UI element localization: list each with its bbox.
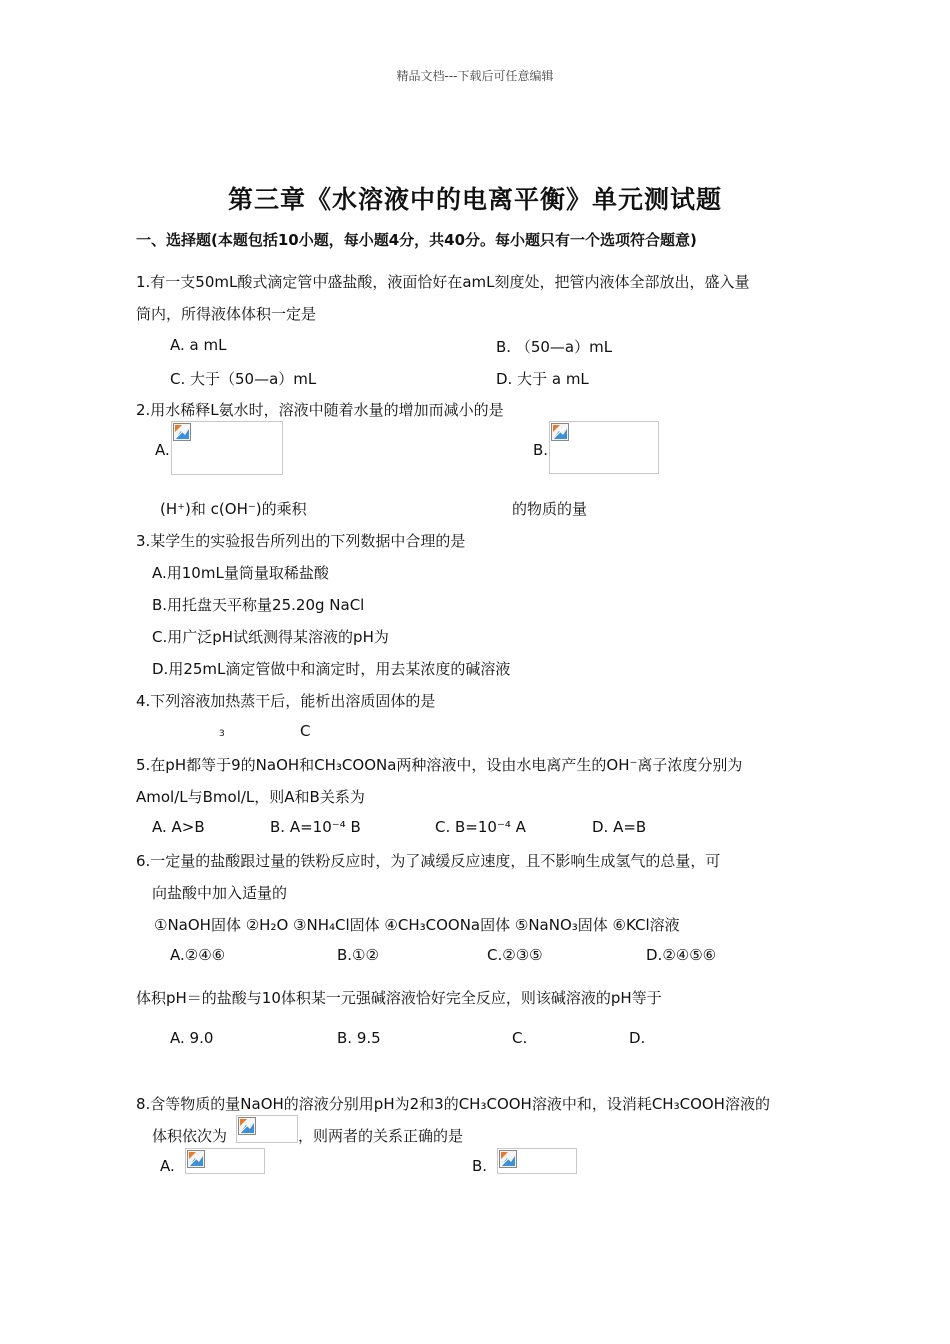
q5-option-c: C. B=10⁻⁴ A xyxy=(435,818,526,836)
q8-option-a-label: A. xyxy=(160,1157,175,1175)
q8-volume-formula-image xyxy=(236,1115,298,1143)
q6-stem-line2: 向盐酸中加入适量的 xyxy=(152,884,288,902)
q4-fragment-c: C xyxy=(300,722,311,740)
broken-image-icon xyxy=(187,1150,205,1168)
q3-option-c: C.用广泛pH试纸测得某溶液的pH为 xyxy=(152,628,389,646)
page-header: 精品文档---下载后可任意编辑 xyxy=(396,69,554,83)
q1-stem-line2: 筒内，所得液体体积一定是 xyxy=(136,305,317,323)
q5-option-d: D. A=B xyxy=(592,818,647,836)
q8-stem-line2-start: 体积依次为 xyxy=(152,1127,228,1145)
q6-option-c: C.②③⑤ xyxy=(487,946,543,964)
q7-stem: 体积pH＝的盐酸与10体积某一元强碱溶液恰好完全反应，则该碱溶液的pH等于 xyxy=(136,989,662,1007)
q1-option-d: D. 大于 a mL xyxy=(496,370,589,388)
q2-option-d-text: 的物质的量 xyxy=(512,500,588,518)
q2-option-b-label: B. xyxy=(533,441,549,459)
q3-stem: 3.某学生的实验报告所列出的下列数据中合理的是 xyxy=(136,532,466,550)
q6-option-d: D.②④⑤⑥ xyxy=(646,946,717,964)
q2-option-c-text: (H⁺)和 c(OH⁻)的乘积 xyxy=(160,500,307,518)
q5-stem-line1: 5.在pH都等于9的NaOH和CH₃COONa两种溶液中，设由水电离产生的OH⁻离子浓度分别为 xyxy=(136,756,743,774)
q4-stem: 4.下列溶液加热蒸干后，能析出溶质固体的是 xyxy=(136,692,436,710)
q1-option-c: C. 大于（50—a）mL xyxy=(170,370,317,388)
q6-option-a: A.②④⑥ xyxy=(170,946,226,964)
q8-stem-line1: 8.含等物质的量NaOH的溶液分别用pH为2和3的CH₃COOH溶液中和，设消耗CH₃COOH溶液的 xyxy=(136,1095,770,1113)
q2-option-a-image xyxy=(171,421,283,475)
section-heading: 一、选择题(本题包括10小题，每小题4分，共40分。每小题只有一个选项符合题意) xyxy=(136,231,697,249)
q5-stem-line2: Amol/L与Bmol/L，则A和B关系为 xyxy=(136,788,365,806)
document-title: 第三章《水溶液中的电离平衡》单元测试题 xyxy=(227,185,722,214)
q5-option-b: B. A=10⁻⁴ B xyxy=(270,818,361,836)
q2-option-a-label: A. xyxy=(155,441,170,459)
q4-fragment-subscript: 3 xyxy=(219,729,225,739)
q8-option-a-image xyxy=(185,1148,265,1174)
broken-image-icon xyxy=(173,423,191,441)
broken-image-icon xyxy=(551,423,569,441)
q1-stem-line1: 1.有一支50mL酸式滴定管中盛盐酸，液面恰好在amL刻度处，把管内液体全部放出，盛入量 xyxy=(136,273,750,291)
q7-option-b: B. 9.5 xyxy=(337,1029,381,1047)
q7-option-d: D. xyxy=(629,1029,646,1047)
q6-stem-line1: 6.一定量的盐酸跟过量的铁粉反应时，为了减缓反应速度，且不影响生成氢气的总量，可 xyxy=(136,852,721,870)
q6-reagent-list: ①NaOH固体 ②H₂O ③NH₄Cl固体 ④CH₃COONa固体 ⑤NaNO₃固体 ⑥KCl溶液 xyxy=(154,916,680,934)
q8-stem-line2-end: ，则两者的关系正确的是 xyxy=(298,1127,464,1145)
q1-option-a: A. a mL xyxy=(170,336,227,354)
q6-option-b: B.①② xyxy=(337,946,379,964)
q5-option-a: A. A>B xyxy=(152,818,205,836)
q1-option-b: B. （50—a）mL xyxy=(496,338,613,356)
q8-option-b-image xyxy=(497,1148,577,1174)
broken-image-icon xyxy=(238,1117,256,1135)
q7-option-c: C. xyxy=(512,1029,528,1047)
broken-image-icon xyxy=(499,1150,517,1168)
q2-option-b-image xyxy=(549,421,659,474)
q2-stem: 2.用水稀释L氨水时，溶液中随着水量的增加而减小的是 xyxy=(136,401,504,419)
q3-option-d: D.用25mL滴定管做中和滴定时，用去某浓度的碱溶液 xyxy=(152,660,511,678)
q8-option-b-label: B. xyxy=(472,1157,488,1175)
q3-option-b: B.用托盘天平称量25.20g NaCl xyxy=(152,596,365,614)
q3-option-a: A.用10mL量筒量取稀盐酸 xyxy=(152,564,329,582)
q7-option-a: A. 9.0 xyxy=(170,1029,214,1047)
